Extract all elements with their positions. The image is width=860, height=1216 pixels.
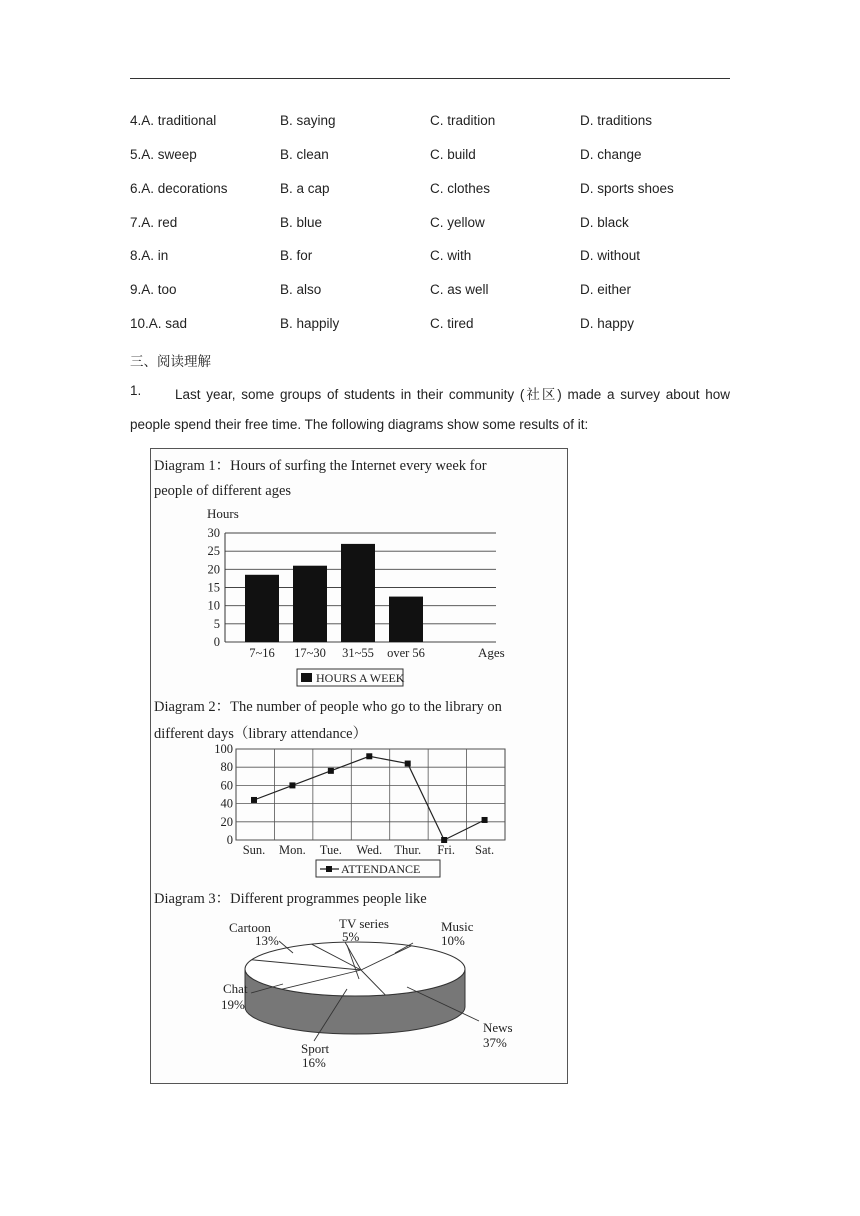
d3-slice-pct: 5% (342, 929, 360, 944)
option-row (130, 215, 730, 235)
d2-xtick: Fri. (437, 843, 456, 857)
d2-title-line1: Diagram 2：The number of people who go to the library on (154, 699, 502, 715)
option-row (130, 113, 730, 133)
header-rule (130, 78, 730, 79)
d3-title: Diagram 3：Different programmes people like (154, 891, 427, 907)
option-c: C. as well (430, 282, 489, 297)
diagrams-figure (150, 448, 568, 1084)
option-b: B. a cap (280, 181, 330, 196)
d2-xtick: Tue. (319, 843, 342, 857)
d1-ytick: 5 (213, 616, 220, 631)
d2-point (482, 817, 488, 823)
option-c: C. tradition (430, 113, 496, 128)
d2-frame (236, 749, 505, 840)
d1-bar (293, 566, 327, 642)
d1-bar (389, 597, 423, 642)
option-a: 5.A. sweep (130, 147, 197, 162)
option-a: 9.A. too (130, 282, 177, 297)
option-d: D. sports shoes (580, 181, 674, 196)
d1-xtick: over 56 (387, 646, 425, 660)
option-c: C. yellow (430, 215, 485, 230)
option-d: D. without (580, 248, 641, 263)
d3-slice-pct: 37% (483, 1035, 507, 1050)
option-a: 6.A. decorations (130, 181, 228, 196)
option-b: B. clean (280, 147, 329, 162)
diagrams-svg (151, 449, 567, 1083)
d3-slice-label: Cartoon (229, 920, 271, 935)
d2-point (405, 761, 411, 767)
option-a: 7.A. red (130, 215, 178, 230)
d3-slice-pct: 16% (302, 1055, 326, 1070)
d1-xtick: 17~30 (294, 646, 326, 660)
d1-xtick: 31~55 (342, 646, 374, 660)
d3-slice-pct: 19% (221, 997, 245, 1012)
d1-ytick: 10 (207, 598, 220, 613)
d2-point (366, 753, 372, 759)
d3-slice-label: Music (441, 919, 474, 934)
d2-xtick: Mon. (279, 843, 306, 857)
option-c: C. clothes (430, 181, 491, 196)
option-c: C. build (430, 147, 476, 162)
d3-slice-label: Sport (301, 1041, 330, 1056)
passage-line-1 (130, 383, 730, 402)
diagram-2-line-chart (214, 742, 505, 857)
option-a: 8.A. in (130, 248, 169, 263)
d1-title-line2: people of different ages (154, 483, 292, 499)
d2-ytick: 20 (220, 814, 233, 829)
d2-legend-marker (326, 866, 332, 872)
d2-xtick: Sat. (475, 843, 495, 857)
option-row (130, 147, 730, 167)
d3-slice-pct: 13% (255, 933, 279, 948)
option-b: B. for (280, 248, 313, 263)
option-a: 4.A. traditional (130, 113, 217, 128)
d2-title-line2: different days（library attendance） (154, 726, 368, 742)
d1-title-line1: Diagram 1：Hours of surfing the Internet every week for (154, 458, 487, 474)
d2-ytick: 60 (220, 778, 233, 793)
d2-series-line (254, 756, 485, 840)
d2-legend-label: ATTENDANCE (341, 862, 421, 876)
d1-bar (341, 544, 375, 642)
option-b: B. also (280, 282, 322, 297)
option-d: D. happy (580, 316, 635, 331)
d1-bar (245, 575, 279, 642)
d1-ytick: 0 (213, 635, 220, 649)
d1-ytick: 20 (207, 562, 220, 577)
d1-xtick: 7~16 (249, 646, 275, 660)
d2-point (328, 768, 334, 774)
d1-legend-swatch (301, 673, 312, 682)
option-row (130, 181, 730, 201)
d3-slice-label: TV series (339, 916, 389, 931)
option-b: B. blue (280, 215, 323, 230)
option-row (130, 316, 730, 336)
option-row (130, 248, 730, 268)
d2-xtick: Wed. (356, 843, 383, 857)
d2-xtick: Thur. (394, 843, 422, 857)
d1-ytick: 15 (207, 580, 220, 595)
passage-number: 1. (130, 383, 142, 398)
option-a: 10.A. sad (130, 316, 188, 331)
option-d: D. traditions (580, 113, 653, 128)
passage-text-1: Last year, some groups of students in their community (社区) made a survey about how (175, 387, 730, 402)
d1-ylabel: Hours (207, 506, 239, 521)
diagram-1-bar-chart (208, 526, 497, 660)
d2-ytick: 100 (214, 742, 233, 756)
diagram-3-pie-chart (221, 916, 513, 1070)
d1-ytick: 30 (207, 526, 220, 540)
d2-ytick: 40 (220, 796, 233, 811)
option-d: D. change (580, 147, 642, 162)
option-b: B. happily (280, 316, 340, 331)
option-b: B. saying (280, 113, 336, 128)
d2-point (251, 797, 257, 803)
section-title: 三、阅读理解 (130, 354, 211, 370)
option-row (130, 282, 730, 302)
d1-legend-label: HOURS A WEEK (316, 671, 405, 685)
d2-ytick: 0 (226, 833, 233, 847)
d3-slice-label: Chat (223, 981, 248, 996)
d2-ytick: 80 (220, 760, 233, 775)
passage-line-2: people spend their free time. The following diagrams show some results of it: (130, 417, 589, 432)
d3-slice-label: News (483, 1020, 513, 1035)
option-c: C. with (430, 248, 472, 263)
d1-ytick: 25 (207, 544, 220, 559)
option-d: D. black (580, 215, 629, 230)
option-c: C. tired (430, 316, 474, 331)
d2-point (289, 782, 295, 788)
d2-xtick: Sun. (242, 843, 266, 857)
option-d: D. either (580, 282, 632, 297)
d1-xlabel: Ages (478, 645, 505, 660)
d3-slice-pct: 10% (441, 933, 465, 948)
